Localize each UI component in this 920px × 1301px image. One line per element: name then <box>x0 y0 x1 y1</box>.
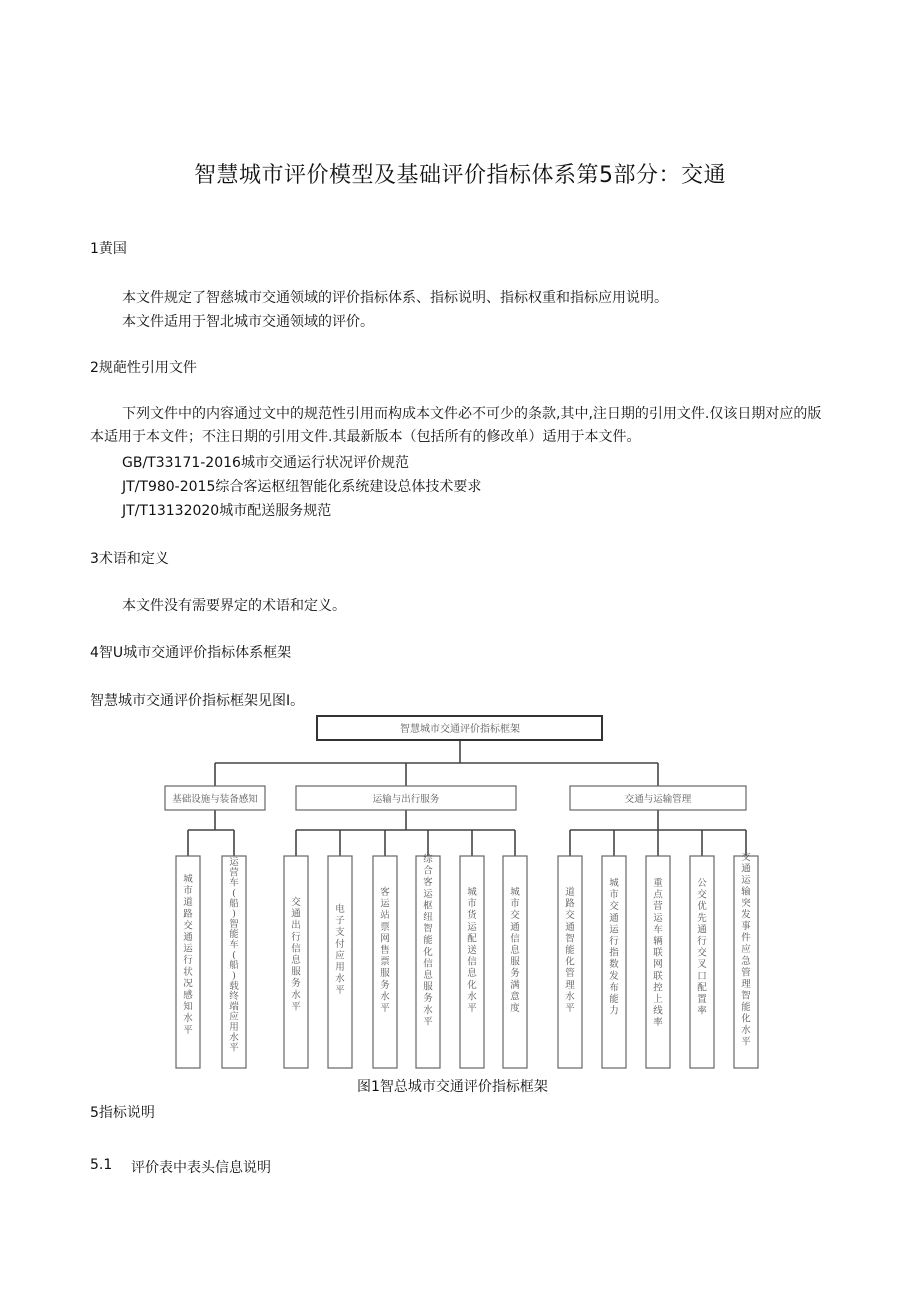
leaf-node-label: 电子支付应用水平 <box>335 904 345 997</box>
reference-item: JT/T980-2015综合客运枢纽智能化系统建设总体技术要求 <box>122 479 482 495</box>
section-4-intro: 智慧城市交通评价指标框架见图I。 <box>90 693 305 709</box>
section-2-heading: 2规葩性引用文件 <box>90 360 197 376</box>
reference-item: GB/T33171-2016城市交通运行状况评价规范 <box>122 455 409 471</box>
subsection-5-1-number: 5.1 <box>90 1157 113 1173</box>
leaf-node-label: 城市交通信息服务满意度 <box>510 887 520 1014</box>
leaf-node-label: 城市道路交通运行状况感知水平 <box>183 874 193 1036</box>
section-5-heading: 5指标说明 <box>90 1105 155 1121</box>
leaf-node-label: 交通运输突发事件应急管理智能化水平 <box>741 852 751 1048</box>
group-node-label: 基础设施与装备感知 <box>172 794 258 805</box>
group-node-label: 运输与出行服务 <box>372 794 440 805</box>
section-3-heading: 3术语和定义 <box>90 551 169 567</box>
leaf-node-label: 城市交通运行指数发布能力 <box>609 878 619 1017</box>
subsection-5-1-title: 评价表中表头信息说明 <box>131 1160 271 1176</box>
reference-item: JT/T13132020城市配送服务规范 <box>122 503 332 519</box>
section-3-paragraph: 本文件没有需要界定的术语和定义。 <box>122 598 346 614</box>
leaf-node-label: 道路交通智能化管理水平 <box>565 887 575 1014</box>
group-node-label: 交通与运输管理 <box>624 794 692 805</box>
figure-caption: 图1智总城市交通评价指标框架 <box>357 1079 548 1095</box>
leaf-node-label: 公交优先通行交叉口配置率 <box>697 878 707 1017</box>
leaf-node-label: 综合客运枢纽智能化信息服务水平 <box>423 854 433 1028</box>
section-1-heading: 1黄国 <box>90 241 127 257</box>
section-2-paragraph-1: 下列文件中的内容通过文中的规范性引用而构成本文件必不可少的条款,其中,注日期的引用文件.仅该日期对应的版本适用于本文件；不注日期的引用文件.其最新版本（包括所有的修改单）适用于本文件。 <box>90 406 822 445</box>
leaf-node-label: 城市货运配送信息化水平 <box>467 887 477 1014</box>
leaf-node-label: 重点营运车辆联网联控上线率 <box>653 878 663 1029</box>
section-4-heading: 4智U城市交通评价指标体系框架 <box>90 645 292 661</box>
section-1-paragraph-1: 本文件规定了智慈城市交通领域的评价指标体系、指标说明、指标权重和指标应用说明。 <box>122 290 668 306</box>
section-1-paragraph-2: 本文件适用于智北城市交通领域的评价。 <box>122 314 374 330</box>
leaf-node-label: 交通出行信息服务水平 <box>291 897 301 1013</box>
document-title: 智慧城市评价模型及基础评价指标体系第5部分：交通 <box>194 163 726 188</box>
leaf-node-label: 客运站票网售票服务水平 <box>380 887 390 1014</box>
leaf-node-label: 运营车(船)智能车(船)载终端应用水平 <box>229 857 239 1054</box>
root-node-label: 智慧城市交通评价指标框架 <box>400 724 520 735</box>
